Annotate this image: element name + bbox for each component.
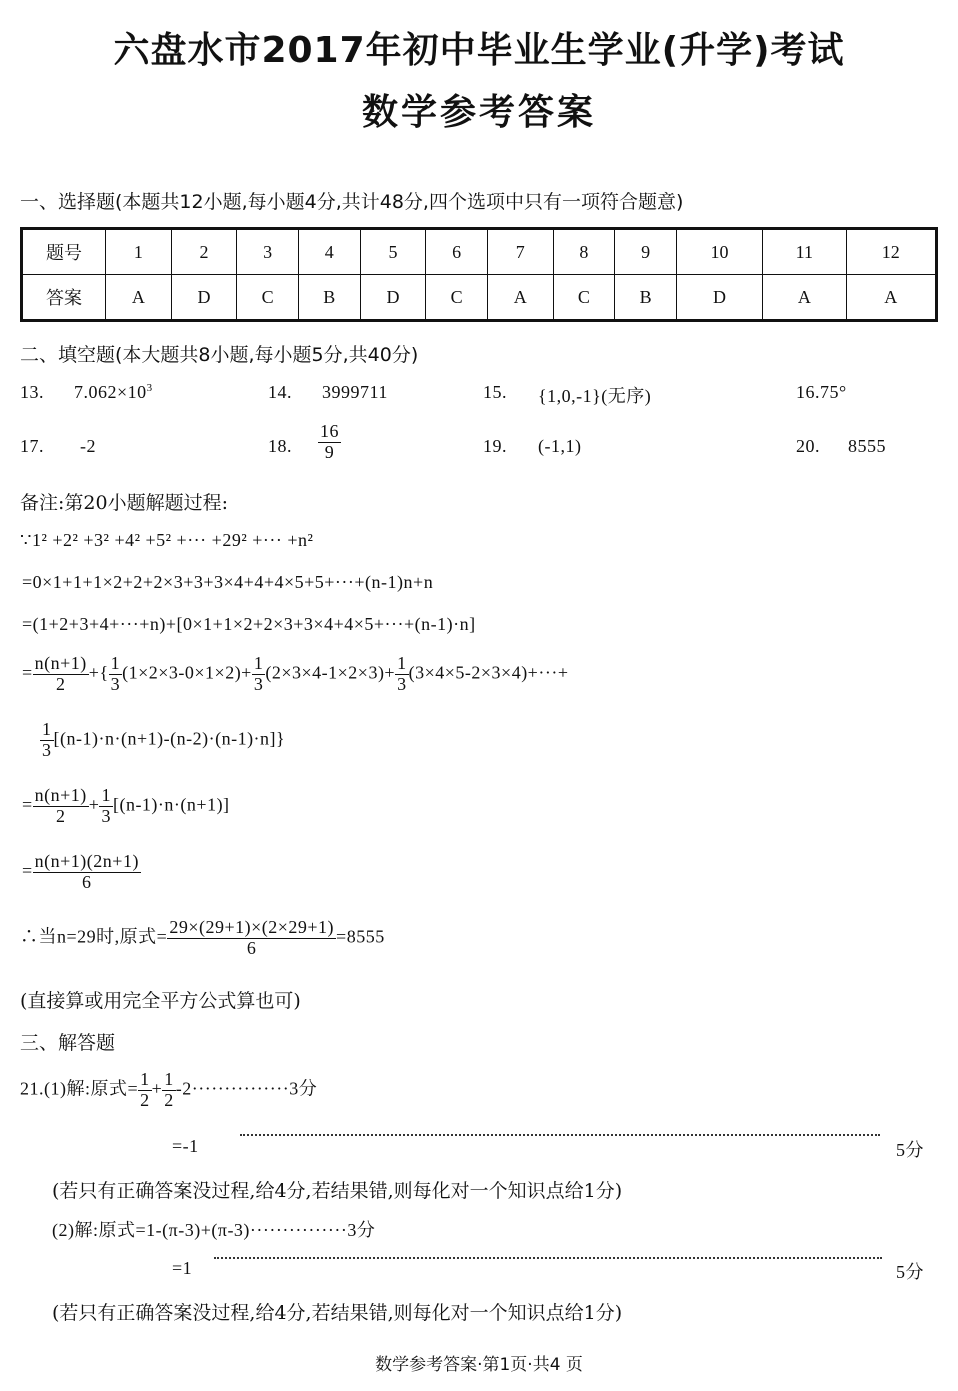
- q13-answer-base: 7.062×10: [74, 382, 147, 402]
- q14-answer: 3999711: [322, 382, 388, 402]
- q18-denominator: 9: [324, 441, 335, 462]
- q21-part1: [20, 1070, 317, 1111]
- table-cell: 11: [763, 229, 847, 275]
- proof-text: [(n-1)·n·(n+1)]: [112, 794, 230, 815]
- fraction-numerator: n(n+1)(2n+1): [34, 851, 139, 871]
- fraction-numerator: 1: [253, 653, 264, 673]
- fraction-numerator: n(n+1): [34, 653, 87, 673]
- fraction-denominator: 6: [246, 937, 257, 958]
- table-cell: 8: [553, 229, 615, 275]
- proof-text: +: [88, 794, 100, 815]
- table-cell: C: [426, 275, 488, 321]
- proof-text: [(n-1)·n·(n+1)-(n-2)·(n-1)·n]}: [53, 728, 286, 749]
- table-cell: 5: [360, 229, 426, 275]
- q21-part2-score: 5分: [896, 1262, 924, 1282]
- proof-text: +: [151, 1078, 163, 1099]
- table-row-numbers: [22, 229, 937, 275]
- section1-heading: 一、选择题(本题共12小题,每小题4分,共计48分,四个选项中只有一项符合题意): [20, 191, 684, 213]
- proof-text: (1×2×3-0×1×2)+: [122, 662, 252, 683]
- table-cell: 1: [106, 229, 172, 275]
- equals-sign: =: [22, 662, 33, 683]
- proof-line4: [22, 654, 568, 695]
- table-cell: 7: [487, 229, 553, 275]
- title-line1: 六盘水市2017年初中毕业生学业(升学)考试: [113, 30, 845, 71]
- fraction-denominator: 3: [101, 805, 111, 826]
- q21-part2-result: =1: [172, 1258, 193, 1278]
- section2-heading: 二、填空题(本大题共8小题,每小题5分,共40分): [20, 344, 419, 366]
- table-cell: D: [360, 275, 426, 321]
- proof-line7: [22, 852, 141, 893]
- fraction-numerator: 1: [42, 719, 52, 739]
- fraction-denominator: 2: [55, 805, 66, 826]
- table-cell: C: [553, 275, 615, 321]
- table-cell: C: [237, 275, 299, 321]
- fraction-numerator: n(n+1): [34, 785, 87, 805]
- table-cell: 6: [426, 229, 488, 275]
- equals-sign: =: [22, 860, 33, 881]
- table-cell: 4: [298, 229, 360, 275]
- q18-answer: [318, 422, 341, 463]
- remark: (直接算或用完全平方公式算也可): [20, 990, 301, 1012]
- title-line2: 数学参考答案: [361, 92, 596, 133]
- fraction-numerator: 1: [101, 785, 111, 805]
- page-footer: 数学参考答案·第1页·共4 页: [375, 1355, 583, 1375]
- table-cell: D: [676, 275, 762, 321]
- q17-answer: -2: [80, 436, 96, 456]
- note-title: 备注:第20小题解题过程:: [20, 492, 228, 514]
- q13-number: 13.: [20, 382, 44, 402]
- proof-text: (3×4×5-2×3×4)+···+: [408, 662, 569, 683]
- table-cell: 3: [237, 229, 299, 275]
- q14-number: 14.: [268, 382, 292, 402]
- fraction-denominator: 3: [397, 673, 407, 694]
- fraction-denominator: 3: [253, 673, 264, 694]
- q21-part2-note: (若只有正确答案没过程,给4分,若结果错,则每化对一个知识点给1分): [52, 1302, 623, 1324]
- q21-part1-note: (若只有正确答案没过程,给4分,若结果错,则每化对一个知识点给1分): [52, 1180, 623, 1202]
- proof-text: -2···············3分: [175, 1078, 318, 1099]
- table-cell: A: [763, 275, 847, 321]
- proof-text: +{: [88, 662, 109, 683]
- fraction-numerator: 1: [140, 1069, 150, 1089]
- fraction-denominator: 6: [82, 871, 92, 892]
- proof-text: 21.(1)解:原式=: [20, 1078, 139, 1099]
- q15-answer: {1,0,-1}(无序): [538, 386, 652, 406]
- q21-part1-score: 5分: [896, 1140, 924, 1160]
- answer-table: [20, 227, 938, 322]
- proof-text: =8555: [336, 926, 385, 947]
- proof-line6: [22, 786, 230, 827]
- q13-exponent: 3: [146, 382, 153, 394]
- table-cell: 9: [615, 229, 677, 275]
- fraction-numerator: 29×(29+1)×(2×29+1): [169, 917, 335, 937]
- q17-number: 17.: [20, 436, 44, 456]
- table-row-answers: [22, 275, 937, 321]
- proof-text: ∴当n=29时,原式=: [20, 926, 168, 947]
- q21-part2: (2)解:原式=1-(π-3)+(π-3)···············3分: [52, 1220, 376, 1240]
- table-cell: A: [846, 275, 936, 321]
- q20-number: 20.: [796, 436, 820, 456]
- q20-answer: 8555: [848, 436, 886, 456]
- fraction-denominator: 3: [42, 739, 52, 760]
- section3-heading: 三、解答题: [20, 1032, 116, 1054]
- dotted-leader: [240, 1134, 880, 1136]
- q13-answer: [74, 382, 153, 403]
- fraction-numerator: 1: [110, 653, 121, 673]
- table-cell: 2: [171, 229, 237, 275]
- q18-number: 18.: [268, 436, 292, 456]
- q21-part1-result: =-1: [172, 1136, 199, 1156]
- table-head-answer: 答案: [22, 275, 106, 321]
- q19-number: 19.: [483, 436, 507, 456]
- equals-sign: =: [22, 794, 33, 815]
- fraction-denominator: 2: [140, 1089, 150, 1110]
- fraction-numerator: 1: [164, 1069, 174, 1089]
- q16-answer: 16.75°: [796, 382, 847, 402]
- table-cell: D: [171, 275, 237, 321]
- q15-number: 15.: [483, 382, 507, 402]
- q19-answer: (-1,1): [538, 436, 582, 456]
- fraction-denominator: 3: [110, 673, 121, 694]
- proof-line2: =0×1+1+1×2+2+2×3+3+3×4+4+4×5+5+···+(n-1)n+n: [22, 572, 434, 592]
- table-cell: A: [106, 275, 172, 321]
- proof-text: (2×3×4-1×2×3)+: [265, 662, 396, 683]
- proof-line8: [20, 918, 385, 959]
- fraction-denominator: 2: [164, 1089, 174, 1110]
- table-cell: 10: [676, 229, 762, 275]
- table-cell: B: [298, 275, 360, 321]
- table-cell: B: [615, 275, 677, 321]
- q18-numerator: 16: [320, 421, 339, 441]
- fraction-denominator: 2: [55, 673, 66, 694]
- proof-line1: ∵1² +2² +3² +4² +5² +··· +29² +··· +n²: [20, 530, 314, 550]
- table-cell: 12: [846, 229, 936, 275]
- dotted-leader: [214, 1257, 882, 1259]
- table-head-number: 题号: [22, 229, 106, 275]
- proof-line5: [40, 720, 285, 761]
- proof-line3: =(1+2+3+4+···+n)+[0×1+1×2+2×3+3×4+4×5+···+(n-1)·n]: [22, 614, 476, 634]
- table-cell: A: [487, 275, 553, 321]
- fraction-numerator: 1: [397, 653, 407, 673]
